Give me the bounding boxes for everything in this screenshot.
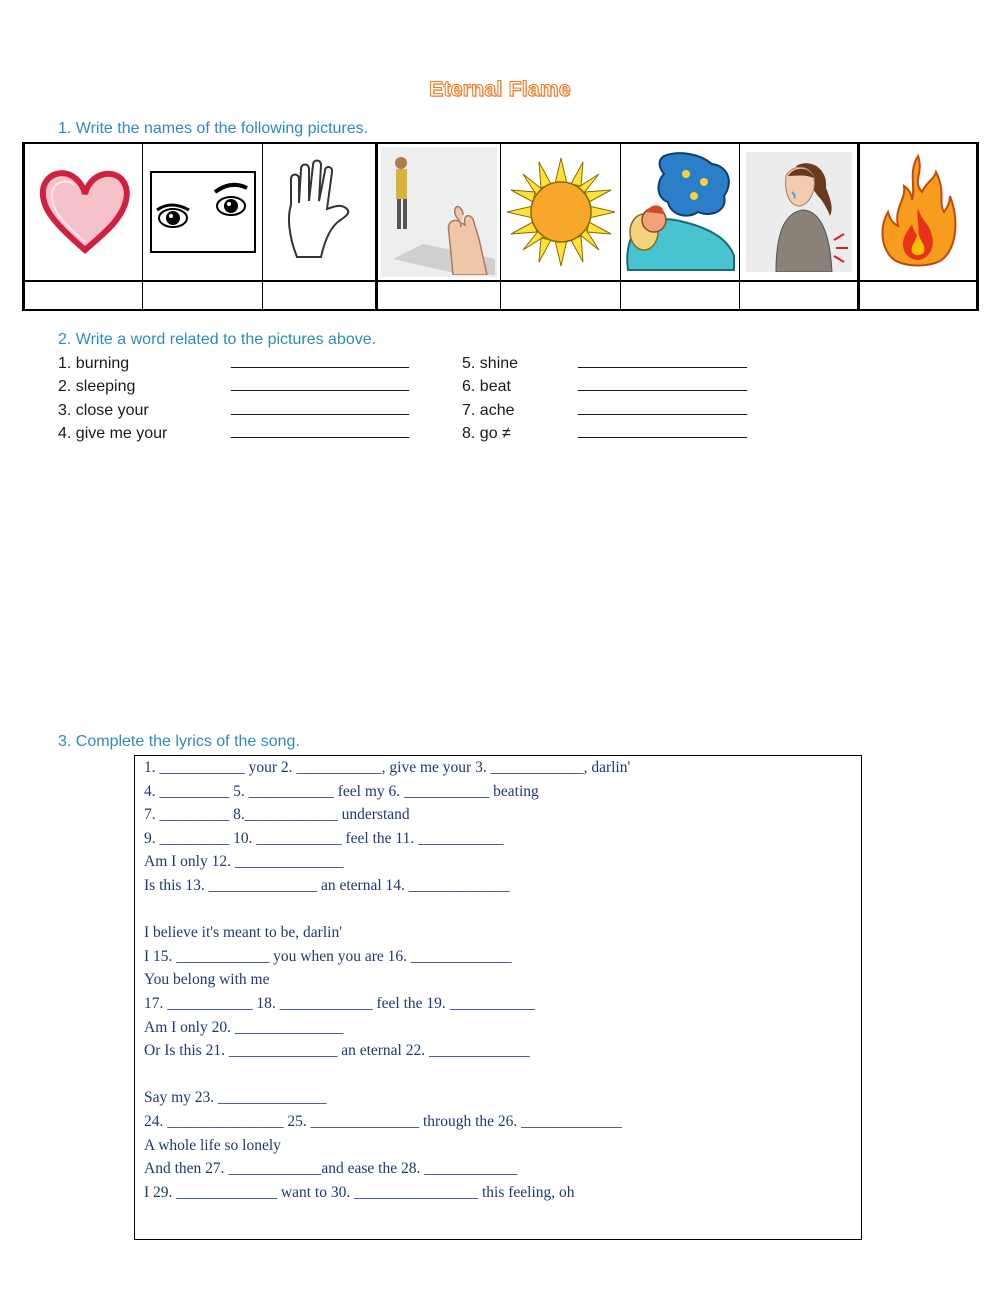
answer-field[interactable]: [25, 282, 144, 307]
section-2-heading: 2. Write a word related to the pictures above.: [58, 331, 377, 348]
section-3-heading: 3. Complete the lyrics of the song.: [58, 733, 300, 750]
picture-cell: [262, 144, 375, 309]
heart-icon: [35, 162, 135, 262]
word-label: 1. burning: [58, 355, 130, 372]
picture-cell: [142, 144, 262, 309]
answer-field[interactable]: [501, 282, 620, 307]
picture-cell: [620, 144, 739, 309]
lyric-line[interactable]: I 15. ____________ you when you are 16. _____________: [144, 948, 512, 965]
lyric-line[interactable]: Or Is this 21. ______________ an eternal 22. _____________: [144, 1042, 530, 1059]
answer-field[interactable]: [740, 282, 857, 307]
lyric-line[interactable]: Am I only 20. ______________: [144, 1019, 344, 1036]
lyric-line: I believe it's meant to be, darlin': [144, 924, 342, 941]
word-blank[interactable]: ___________________: [578, 399, 748, 416]
lyric-line[interactable]: 9. _________ 10. ___________ feel the 11. ___________: [144, 830, 504, 847]
sleeping-dreaming-icon: [624, 152, 736, 272]
picture-cell: [739, 144, 857, 309]
lyric-line[interactable]: Say my 23. ______________: [144, 1089, 327, 1106]
lyric-line[interactable]: 17. ___________ 18. ____________ feel the 19. ___________: [144, 995, 535, 1012]
flame-icon: [878, 152, 958, 272]
sun-icon: [505, 156, 617, 268]
eyes-icon: [149, 170, 257, 254]
picture-cell: [500, 144, 620, 309]
word-blank[interactable]: ____________________: [231, 399, 409, 416]
picture-cell: [857, 144, 979, 309]
word-blank[interactable]: ___________________: [578, 422, 748, 439]
answer-field[interactable]: [263, 282, 375, 307]
word-blank[interactable]: ____________________: [231, 375, 409, 392]
lyric-line[interactable]: 1. ___________ your 2. ___________, give me your 3. ____________, darlin': [144, 759, 631, 776]
word-blank[interactable]: ___________________: [578, 352, 748, 369]
word-label: 3. close your: [58, 402, 149, 419]
lyric-line[interactable]: 7. _________ 8.____________ understand: [144, 806, 410, 823]
worksheet-title: Eternal Flame: [429, 78, 571, 101]
beckoning-finger-icon: [383, 149, 495, 275]
word-blank[interactable]: ____________________: [231, 352, 409, 369]
woman-in-pain-icon: [746, 152, 852, 272]
word-blank[interactable]: ____________________: [231, 422, 409, 439]
lyric-line[interactable]: And then 27. ____________and ease the 28. ____________: [144, 1160, 518, 1177]
answer-field[interactable]: [860, 282, 976, 307]
lyric-line: You belong with me: [144, 971, 270, 988]
answer-field[interactable]: [378, 282, 500, 307]
word-blank[interactable]: ___________________: [578, 375, 748, 392]
table-row-divider: [22, 280, 979, 282]
lyrics-box: [134, 755, 862, 1240]
hand-icon: [279, 157, 359, 267]
word-label: 7. ache: [462, 402, 515, 419]
lyric-line[interactable]: Is this 13. ______________ an eternal 14. _____________: [144, 877, 510, 894]
word-label: 4. give me your: [58, 425, 168, 442]
answer-field[interactable]: [143, 282, 262, 307]
word-label: 2. sleeping: [58, 378, 136, 395]
lyric-line[interactable]: 24. _______________ 25. ______________ through the 26. _____________: [144, 1113, 622, 1130]
lyric-line[interactable]: 4. _________ 5. ___________ feel my 6. ___________ beating: [144, 783, 539, 800]
pictures-table: [22, 142, 979, 311]
answer-field[interactable]: [621, 282, 739, 307]
word-label: 5. shine: [462, 355, 519, 372]
picture-cell: [375, 144, 500, 309]
lyric-line[interactable]: I 29. _____________ want to 30. ________________ this feeling, oh: [144, 1184, 575, 1201]
word-label: 6. beat: [462, 378, 511, 395]
lyric-line: A whole life so lonely: [144, 1137, 281, 1154]
word-label: 8. go ≠: [462, 425, 511, 442]
section-1-heading: 1. Write the names of the following pictures.: [58, 120, 369, 137]
lyric-line[interactable]: Am I only 12. ______________: [144, 853, 344, 870]
picture-cell: [22, 144, 144, 309]
